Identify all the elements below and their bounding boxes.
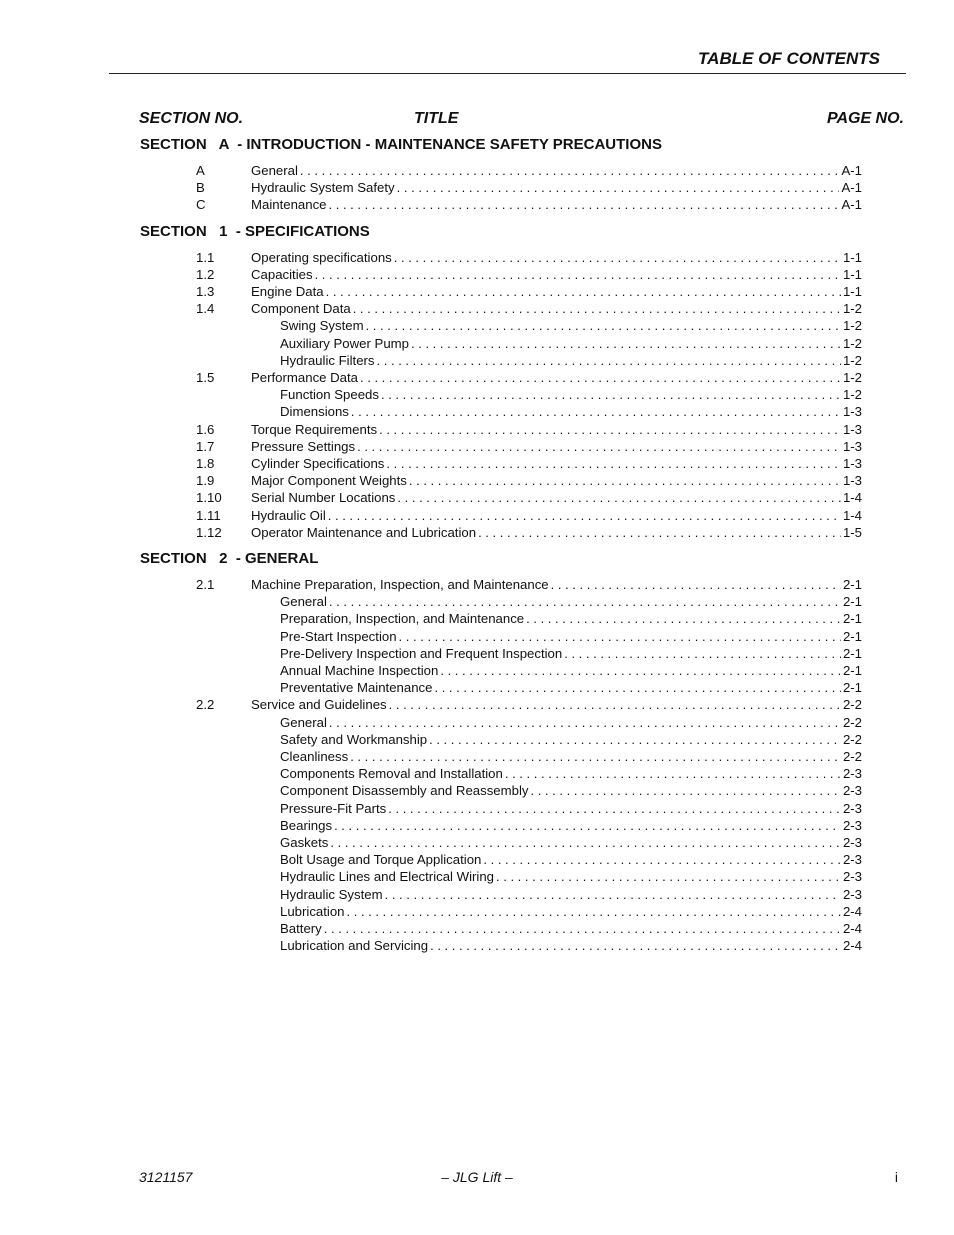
dot-leader bbox=[411, 335, 841, 352]
dot-leader bbox=[381, 386, 841, 403]
toc-entry-label: Hydraulic Lines and Electrical Wiring bbox=[280, 869, 495, 885]
dot-leader bbox=[357, 438, 841, 455]
toc-entry-label: Safety and Workmanship bbox=[280, 731, 428, 747]
toc-entry[interactable] bbox=[196, 421, 862, 438]
footer-publisher: – JLG Lift – bbox=[441, 1169, 513, 1185]
toc-entry-page: 1-2 bbox=[842, 387, 862, 403]
toc-entry-page: 2-3 bbox=[842, 783, 862, 799]
dot-leader bbox=[429, 731, 841, 748]
toc-entry-label: Major Component Weights bbox=[251, 473, 407, 489]
toc-entry[interactable] bbox=[196, 524, 862, 541]
toc-entry-number: 1.9 bbox=[196, 473, 215, 489]
toc-entry[interactable] bbox=[196, 266, 862, 283]
toc-entry-number: 1.3 bbox=[196, 284, 215, 299]
toc-entry-label: Torque Requirements bbox=[251, 421, 378, 437]
dot-leader bbox=[385, 886, 841, 903]
toc-entry-label: Preparation, Inspection, and Maintenance bbox=[280, 611, 525, 627]
toc-entry[interactable] bbox=[196, 249, 862, 266]
toc-entry-label: General bbox=[251, 163, 298, 178]
toc-entry-label: Gaskets bbox=[280, 835, 329, 850]
toc-entry-label: Auxiliary Power Pump bbox=[280, 335, 409, 351]
toc-entry-page: 2-3 bbox=[842, 766, 862, 782]
toc-entry-page: 1-3 bbox=[842, 421, 862, 437]
dot-leader bbox=[326, 283, 841, 300]
dot-leader bbox=[351, 403, 841, 420]
toc-entry-page: 2-1 bbox=[842, 594, 862, 610]
toc-entry-number: 2.2 bbox=[196, 697, 215, 713]
toc-entry-page: A-1 bbox=[841, 163, 862, 178]
dot-leader bbox=[347, 903, 841, 920]
dot-leader bbox=[379, 421, 841, 438]
section-heading: SECTION 1 - SPECIFICATIONS bbox=[140, 222, 370, 240]
toc-entry-page: 2-1 bbox=[842, 680, 862, 696]
dot-leader bbox=[324, 920, 841, 937]
toc-entry[interactable] bbox=[280, 593, 862, 610]
toc-entry-label: Machine Preparation, Inspection, and Maintenance bbox=[251, 577, 549, 592]
dot-leader bbox=[496, 868, 841, 885]
toc-entry-page: 1-3 bbox=[842, 404, 862, 420]
dot-leader bbox=[315, 266, 841, 283]
dot-leader bbox=[329, 593, 841, 610]
toc-entry-number: 1.7 bbox=[196, 438, 215, 454]
dot-leader bbox=[360, 369, 841, 386]
toc-entry-number: 1.11 bbox=[196, 507, 221, 523]
toc-entry[interactable] bbox=[196, 179, 862, 196]
toc-entry-page: 1-4 bbox=[842, 507, 862, 523]
toc-entry-page: 2-3 bbox=[842, 835, 862, 850]
column-header-section: SECTION NO. bbox=[139, 110, 244, 127]
toc-entry-page: 2-1 bbox=[842, 663, 862, 678]
toc-entry[interactable] bbox=[280, 851, 862, 868]
toc-entry-label: Bearings bbox=[280, 817, 333, 833]
toc-entry[interactable] bbox=[280, 610, 862, 627]
toc-entry[interactable] bbox=[280, 403, 862, 420]
toc-entry[interactable] bbox=[196, 283, 862, 300]
toc-entry[interactable] bbox=[280, 386, 862, 403]
toc-entry[interactable] bbox=[196, 196, 862, 213]
toc-entry-label: Engine Data bbox=[251, 284, 324, 299]
toc-entry[interactable] bbox=[196, 369, 862, 386]
toc-entry-label: Pressure-Fit Parts bbox=[280, 800, 387, 816]
toc-entry-label: Component Disassembly and Reassembly bbox=[280, 783, 529, 799]
section-heading: SECTION 2 - GENERAL bbox=[140, 550, 319, 567]
toc-entry-label: General bbox=[280, 714, 327, 730]
toc-entry-page: 1-1 bbox=[842, 266, 862, 282]
toc-entry-number: 1.4 bbox=[196, 301, 215, 317]
toc-entry[interactable] bbox=[280, 714, 862, 731]
toc-entry-number: 1.6 bbox=[196, 421, 215, 437]
toc-entry-number: 1.10 bbox=[196, 490, 222, 506]
toc-entry-label: Bolt Usage and Torque Application bbox=[280, 852, 482, 868]
toc-entry[interactable] bbox=[280, 335, 862, 352]
dot-leader bbox=[551, 576, 841, 593]
toc-entry-page: 2-1 bbox=[842, 611, 862, 627]
toc-entry-page: 2-3 bbox=[842, 886, 862, 902]
toc-entry-number: 1.1 bbox=[196, 249, 215, 265]
toc-entry-page: 1-3 bbox=[842, 456, 862, 471]
toc-entry-page: A-1 bbox=[841, 180, 862, 196]
toc-entry[interactable] bbox=[280, 645, 862, 662]
toc-entry-label: Pressure Settings bbox=[251, 438, 356, 454]
toc-entry-page: 1-2 bbox=[842, 352, 862, 368]
toc-entry-number: B bbox=[196, 180, 205, 196]
toc-entry-page: 2-2 bbox=[842, 731, 862, 747]
toc-entry-page: 2-4 bbox=[842, 938, 862, 954]
dot-leader bbox=[430, 937, 841, 954]
toc-entry[interactable] bbox=[280, 903, 862, 920]
toc-entry[interactable] bbox=[280, 868, 862, 885]
toc-entry-label: Lubrication bbox=[280, 903, 345, 919]
toc-entry[interactable] bbox=[280, 679, 862, 696]
toc-entry-label: Cleanliness bbox=[280, 749, 349, 764]
toc-entry-page: 2-1 bbox=[842, 645, 862, 661]
toc-entry-label: Cylinder Specifications bbox=[251, 456, 385, 471]
dot-leader bbox=[334, 817, 841, 834]
toc-entry[interactable] bbox=[280, 662, 862, 679]
toc-entry[interactable] bbox=[280, 817, 862, 834]
toc-entry[interactable] bbox=[196, 507, 862, 524]
toc-entry-number: 2.1 bbox=[196, 577, 215, 592]
dot-leader bbox=[478, 524, 841, 541]
dot-leader bbox=[330, 834, 841, 851]
toc-entry[interactable] bbox=[280, 937, 862, 954]
dot-leader bbox=[394, 249, 841, 266]
toc-entry[interactable] bbox=[196, 438, 862, 455]
toc-entry[interactable] bbox=[280, 920, 862, 937]
toc-entry-page: 2-2 bbox=[842, 714, 862, 730]
toc-entry-label: Components Removal and Installation bbox=[280, 766, 503, 782]
toc-entry-label: Preventative Maintenance bbox=[280, 680, 433, 696]
toc-entry-page: 1-1 bbox=[842, 249, 862, 265]
toc-entry-label: Hydraulic Filters bbox=[280, 352, 375, 368]
toc-entry-label: Battery bbox=[280, 921, 322, 936]
toc-entry[interactable] bbox=[280, 317, 862, 334]
toc-entry-label: Component Data bbox=[251, 301, 351, 317]
toc-entry[interactable] bbox=[280, 782, 862, 799]
toc-entry-page: 2-3 bbox=[842, 869, 862, 885]
dot-leader bbox=[530, 782, 840, 799]
toc-entry-label: Dimensions bbox=[280, 404, 349, 420]
dot-leader bbox=[328, 507, 841, 524]
dot-leader bbox=[397, 489, 841, 506]
toc-entry-label: Function Speeds bbox=[280, 387, 379, 403]
toc-entry-number: C bbox=[196, 197, 206, 213]
dot-leader bbox=[329, 196, 840, 213]
toc-entry[interactable] bbox=[280, 834, 862, 851]
dot-leader bbox=[434, 679, 840, 696]
toc-entry-label: Maintenance bbox=[251, 197, 327, 213]
toc-entry[interactable] bbox=[196, 472, 862, 489]
toc-entry[interactable] bbox=[196, 162, 862, 179]
toc-entry-page: 1-3 bbox=[842, 473, 862, 489]
toc-entry-page: 1-2 bbox=[842, 318, 862, 334]
toc-entry-page: 2-4 bbox=[842, 903, 862, 919]
column-header-title: TITLE bbox=[414, 110, 459, 127]
toc-entry-page: 2-2 bbox=[842, 749, 862, 764]
toc-entry-page: 2-3 bbox=[842, 852, 862, 868]
toc-entry[interactable] bbox=[280, 800, 862, 817]
page-header-title: TABLE OF CONTENTS bbox=[698, 49, 880, 68]
toc-entry-number: 1.8 bbox=[196, 456, 215, 471]
toc-entry-label: Serial Number Locations bbox=[251, 490, 396, 506]
toc-entry-label: Pre-Delivery Inspection and Frequent Inspection bbox=[280, 645, 563, 661]
toc-entry-page: 1-2 bbox=[842, 370, 862, 385]
dot-leader bbox=[399, 628, 841, 645]
dot-leader bbox=[505, 765, 841, 782]
dot-leader bbox=[377, 352, 841, 369]
toc-entry-page: 1-5 bbox=[842, 524, 862, 540]
dot-leader bbox=[300, 162, 840, 179]
dot-leader bbox=[366, 317, 841, 334]
dot-leader bbox=[389, 696, 841, 713]
header-rule bbox=[109, 73, 906, 74]
toc-entry[interactable] bbox=[280, 748, 862, 765]
toc-entry[interactable] bbox=[196, 696, 862, 713]
column-header-page: PAGE NO. bbox=[826, 110, 904, 127]
dot-leader bbox=[440, 662, 841, 679]
toc-entry-page: 2-2 bbox=[842, 697, 862, 713]
toc-entry[interactable] bbox=[280, 886, 862, 903]
toc-entry-page: 2-3 bbox=[842, 800, 862, 816]
toc-entry-label: General bbox=[280, 594, 327, 610]
toc-entry[interactable] bbox=[280, 765, 862, 782]
toc-entry-label: Pre-Start Inspection bbox=[280, 628, 397, 644]
toc-entry-page: A-1 bbox=[841, 197, 862, 213]
dot-leader bbox=[483, 851, 841, 868]
toc-entry-label: Hydraulic System Safety bbox=[251, 180, 395, 196]
toc-entry[interactable] bbox=[196, 489, 862, 506]
dot-leader bbox=[397, 179, 840, 196]
dot-leader bbox=[353, 300, 841, 317]
dot-leader bbox=[350, 748, 841, 765]
toc-entry-page: 2-4 bbox=[842, 921, 862, 936]
toc-entry[interactable] bbox=[280, 628, 862, 645]
toc-entry-number: 1.2 bbox=[196, 266, 215, 282]
toc-entry-label: Operating specifications bbox=[251, 249, 392, 265]
dot-leader bbox=[386, 455, 841, 472]
toc-entry-page: 2-3 bbox=[842, 817, 862, 833]
toc-entry-page: 1-1 bbox=[842, 284, 862, 299]
toc-entry-number: A bbox=[196, 163, 205, 178]
dot-leader bbox=[388, 800, 841, 817]
toc-entry-page: 2-1 bbox=[842, 577, 862, 592]
dot-leader bbox=[526, 610, 841, 627]
toc-entry-label: Performance Data bbox=[251, 370, 359, 385]
toc-entry-label: Hydraulic System bbox=[280, 886, 383, 902]
toc-entry-number: 1.5 bbox=[196, 370, 215, 385]
toc-entry-page: 2-1 bbox=[842, 628, 862, 644]
toc-entry-label: Operator Maintenance and Lubrication bbox=[251, 524, 477, 540]
toc-entry-label: Hydraulic Oil bbox=[251, 507, 326, 523]
toc-entry-number: 1.12 bbox=[196, 524, 222, 540]
dot-leader bbox=[409, 472, 841, 489]
toc-entry[interactable] bbox=[196, 576, 862, 593]
toc-entry-page: 1-2 bbox=[842, 335, 862, 351]
toc-entry-label: Lubrication and Servicing bbox=[280, 938, 429, 954]
toc-entry[interactable] bbox=[196, 455, 862, 472]
toc-entry[interactable] bbox=[196, 300, 862, 317]
toc-entry-page: 1-2 bbox=[842, 301, 862, 317]
toc-entry-label: Capacities bbox=[251, 266, 313, 282]
dot-leader bbox=[329, 714, 841, 731]
toc-entry-label: Annual Machine Inspection bbox=[280, 663, 439, 678]
toc-entry-label: Swing System bbox=[280, 318, 364, 334]
toc-entry-page: 1-4 bbox=[842, 490, 862, 506]
toc-entry[interactable] bbox=[280, 731, 862, 748]
toc-entry-label: Service and Guidelines bbox=[251, 697, 387, 713]
toc-entry-page: 1-3 bbox=[842, 438, 862, 454]
footer-page-number: i bbox=[894, 1169, 898, 1185]
dot-leader bbox=[564, 645, 841, 662]
toc-entry[interactable] bbox=[280, 352, 862, 369]
section-heading: SECTION A - INTRODUCTION - MAINTENANCE SAFETY PRECAUTIONS bbox=[140, 136, 662, 153]
footer-doc-number: 3121157 bbox=[139, 1169, 193, 1185]
